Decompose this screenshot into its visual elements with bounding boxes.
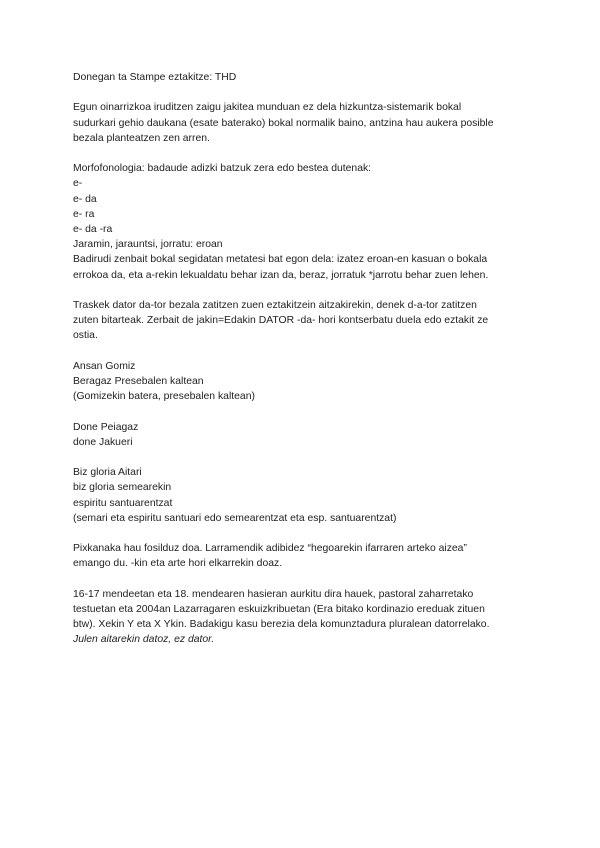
text-line: Biz gloria Aitari: [73, 467, 142, 479]
text-line: sudurkari gehio daukana (esate baterako) bokal normalik baino, antzina hau aukera posible: [73, 117, 494, 129]
paragraph-morfofonologia: [73, 161, 543, 283]
text-line: (Gomizekin batera, presebalen kaltean): [73, 391, 255, 403]
spacer: [73, 283, 543, 298]
text-line: ostia.: [73, 330, 98, 342]
text-line: emango du. -kin eta arte hori elkarrekin doaz.: [73, 558, 283, 570]
text-line: Pixkanaka hau fosilduz doa. Larramendik adibidez “hegoarekin ifarraren arteko aizea”: [73, 543, 467, 555]
text-line: e- da: [73, 193, 97, 205]
text-line: Traskek dator da-tor bezala zatitzen zuen eztakitzein aitzakirekin, denek d-a-tor zatitzen: [73, 300, 477, 311]
text-line: Done Peiagaz: [73, 421, 139, 433]
paragraph-biz: [73, 465, 543, 526]
text-line: Beragaz Presebalen kaltean: [73, 376, 204, 387]
text-line: Jaramin, jarauntsi, jorratu: eroan: [73, 239, 223, 251]
text-line: Ansan Gomiz: [73, 360, 136, 372]
paragraph-ansan: [73, 359, 543, 405]
text-line: errokoa da, eta a-rekin lekualdatu behar izan da, beraz, jorratuk *jarrotu behar zuen lehen.: [73, 269, 489, 281]
text-line: done Jakueri: [73, 436, 133, 448]
text-line: zuten bitarteak. Zerbait de jakin=Edakin DATOR -da- hori kontserbatu duela edo eztakit ze: [73, 315, 489, 327]
spacer: [73, 404, 543, 419]
spacer: [73, 146, 543, 161]
paragraph-mendeetan: [73, 587, 543, 648]
paragraph-intro: [73, 100, 543, 146]
text-line: Egun oinarrizkoa iruditzen zaigu jakitea munduan ez dela hizkuntza-sistemarik bokal: [73, 102, 462, 114]
text-line: 16-17 mendeetan eta 18. mendearen hasieran aurkitu dira hauek, pastoral zaharretako: [73, 588, 474, 600]
text-line: biz gloria semearekin: [73, 482, 172, 494]
text-line: e- da -ra: [73, 224, 113, 235]
paragraph-pixkanaka: [73, 541, 543, 571]
text-line: Badirudi zenbait bokal segidatan metatesi bat egon dela: izatez eroan-en kasuan o bokala: [73, 254, 488, 266]
italic-example-line: Julen aitarekin datoz, ez dator.: [73, 634, 215, 646]
paragraph-done: [73, 420, 543, 450]
paragraph-traskek: [73, 298, 543, 344]
text-line: (semari eta espiritu santuari edo semearentzat eta esp. santuarentzat): [73, 512, 397, 524]
text-line: espiritu santuarentzat: [73, 497, 173, 509]
document-body: [73, 70, 543, 648]
spacer: [73, 450, 543, 465]
text-line: e- ra: [73, 208, 95, 220]
text-line: e-: [73, 178, 83, 190]
spacer: [73, 85, 543, 100]
text-line: bezala planteatzen zen arren.: [73, 132, 210, 144]
document-title: Donegan ta Stampe eztakitze: THD: [73, 72, 237, 83]
text-line: testuetan eta 2004an Lazarragaren eskuizkribuetan (Era bitako kordinazio ereduak zituen: [73, 603, 485, 615]
spacer: [73, 572, 543, 587]
text-line: Morfofonologia: badaude adizki batzuk zera edo bestea dutenak:: [73, 163, 372, 175]
spacer: [73, 344, 543, 359]
spacer: [73, 526, 543, 541]
text-line: btw). Xekin Y eta X Ykin. Badakigu kasu berezia dela komunztadura pluralean datorrelako.: [73, 619, 490, 631]
